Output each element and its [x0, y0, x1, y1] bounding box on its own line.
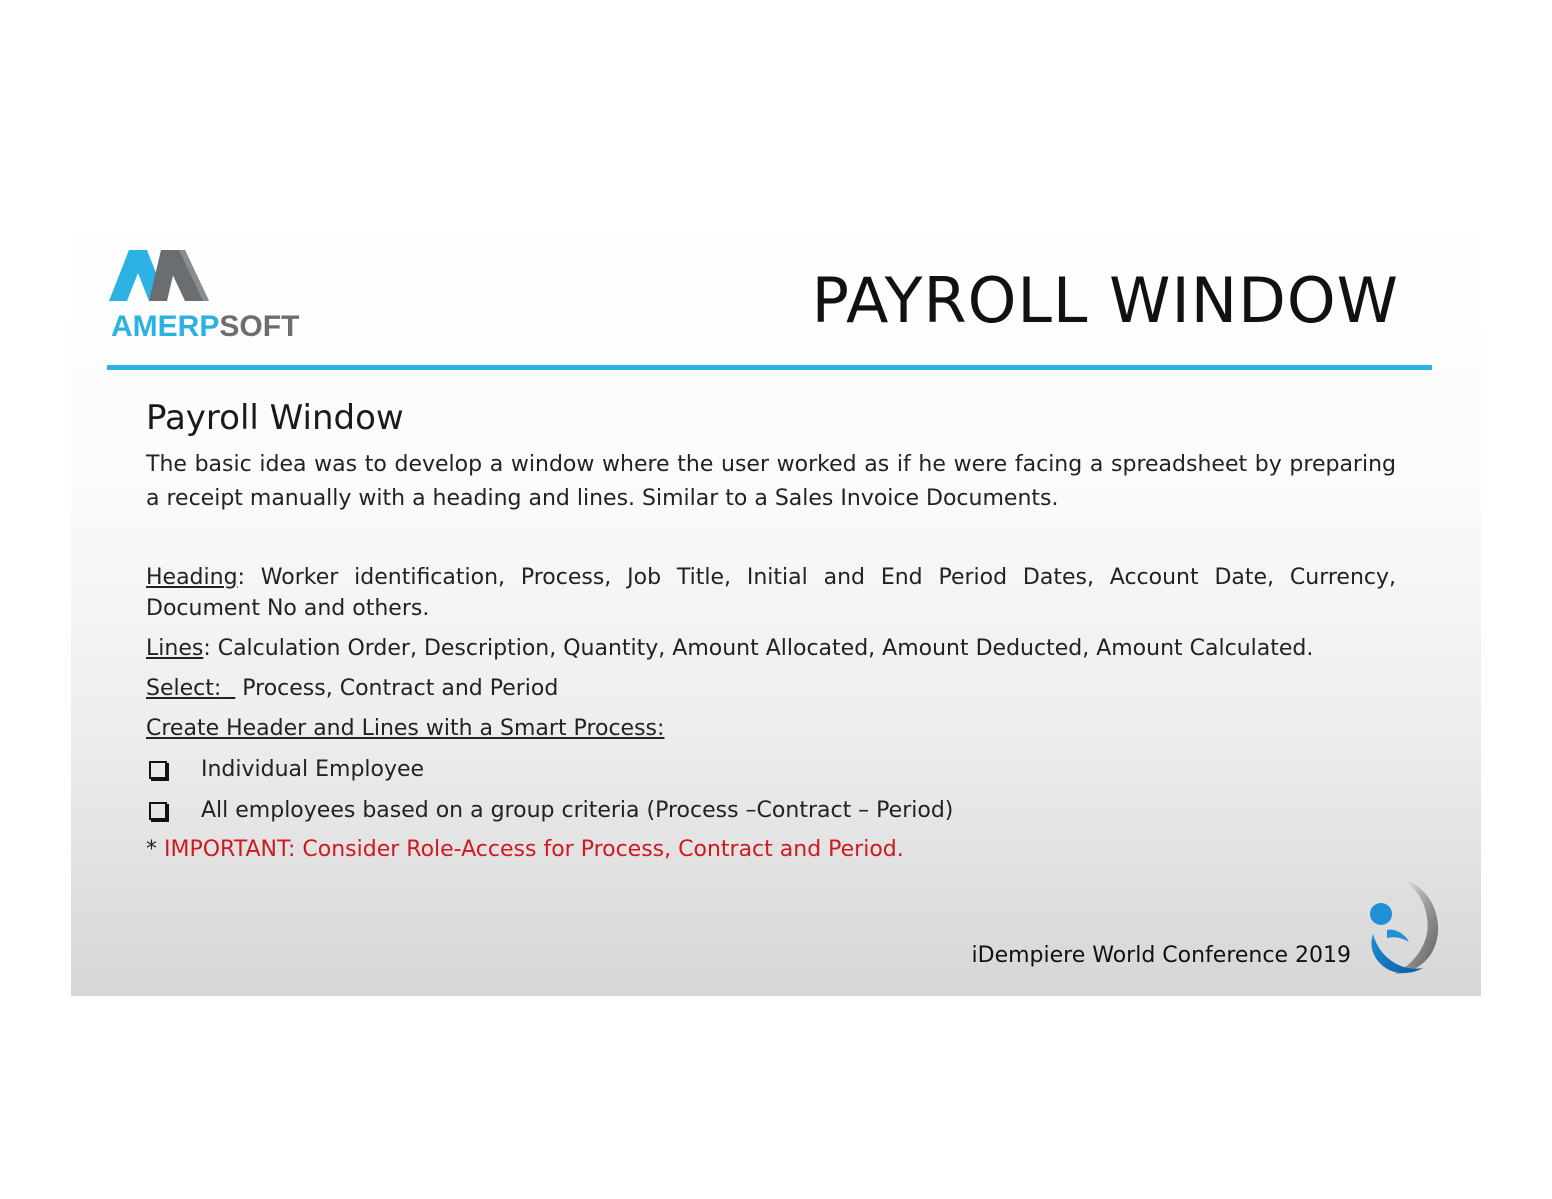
lines-label: Lines [146, 636, 204, 661]
slide-title: PAYROLL WINDOW [811, 264, 1399, 337]
heading-text: : Worker identification, Process, Job Title, Initial and End Period Dates, Account Date, Currency, Document No and others. [146, 565, 1396, 621]
heading-label: Heading [146, 565, 238, 590]
create-heading: Create Header and Lines with a Smart Process: [146, 716, 665, 741]
checkbox-icon [149, 761, 167, 779]
title-divider [107, 365, 1432, 370]
footer-conference-text: iDempiere World Conference 2019 [971, 943, 1351, 968]
amerpsoft-m-logo-icon [109, 250, 224, 302]
checkbox-icon [149, 802, 167, 820]
lines-text: : Calculation Order, Description, Quantity, Amount Allocated, Amount Deducted, Amount Calculated. [203, 636, 1314, 661]
select-description [146, 673, 1396, 704]
important-prefix: * [146, 837, 164, 862]
select-label: Select: [146, 676, 222, 701]
idempiere-logo-icon [1365, 878, 1445, 978]
section-heading: Payroll Window [146, 398, 404, 438]
select-text: Process, Contract and Period [235, 676, 559, 701]
heading-description [146, 562, 1396, 624]
bullet-text: Individual Employee [201, 757, 425, 782]
amerpsoft-wordmark [111, 310, 299, 344]
important-text: IMPORTANT: Consider Role-Access for Process, Contract and Period. [164, 837, 904, 862]
lines-description [146, 633, 1396, 664]
brand-amerp: AMERP [111, 310, 220, 343]
bullet-item [146, 795, 1396, 826]
bullet-text: All employees based on a group criteria (Process –Contract – Period) [201, 798, 954, 823]
important-note [146, 834, 1396, 865]
slide-content [146, 398, 1396, 865]
amerpsoft-logo [109, 250, 314, 345]
brand-soft: SOFT [219, 310, 300, 343]
slide [71, 206, 1481, 996]
intro-paragraph: The basic idea was to develop a window where the user worked as if he were facing a spreadsheet by preparing a receipt manually with a heading and lines. Similar to a Sales Invoice Documents. [146, 452, 1396, 511]
bullet-item [146, 754, 1396, 785]
